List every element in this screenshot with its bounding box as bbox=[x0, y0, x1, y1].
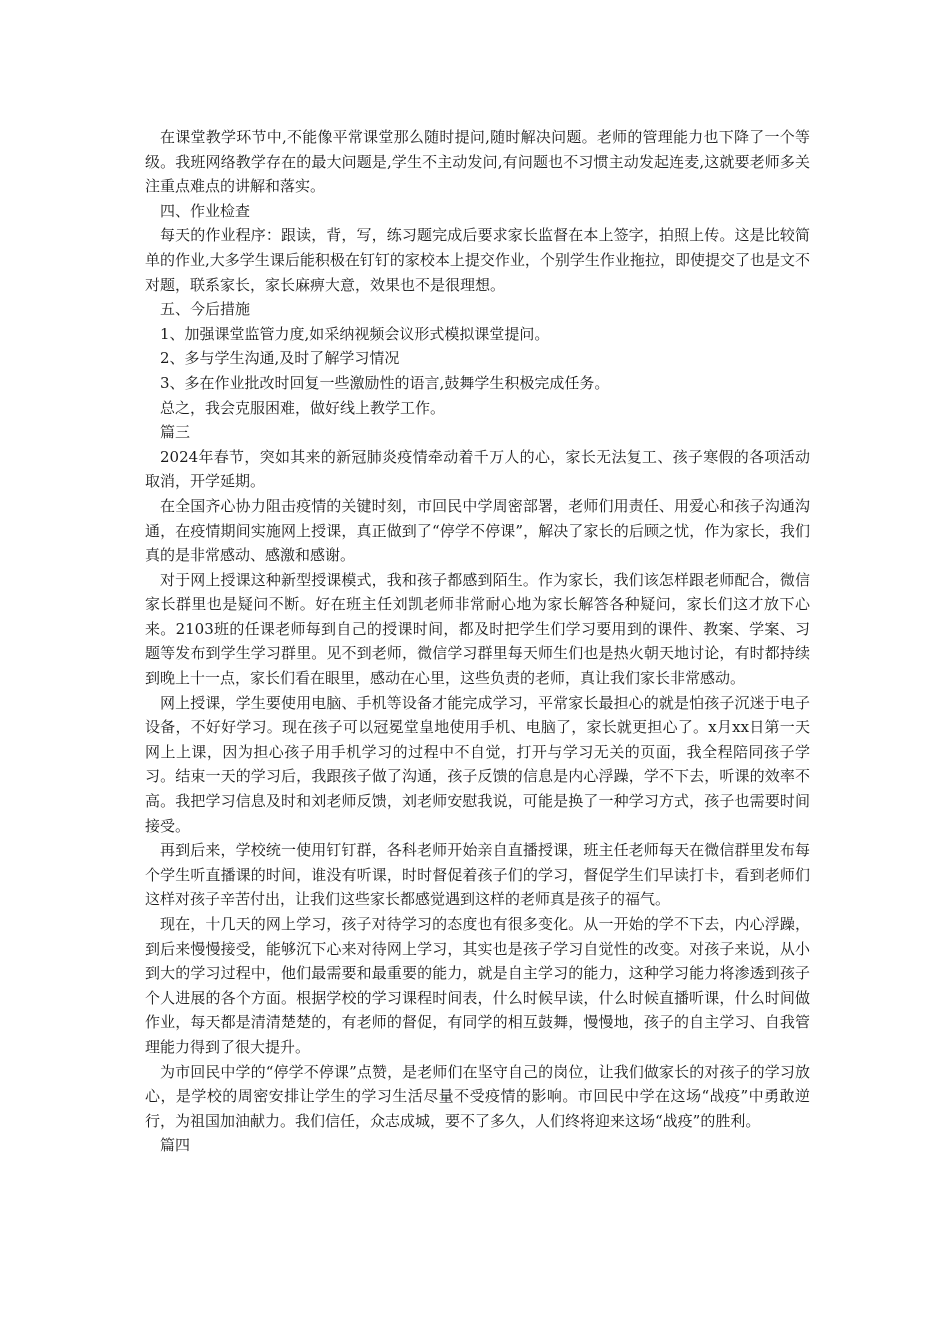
paragraph: 2024年春节，突如其来的新冠肺炎疫情牵动着千万人的心，家长无法复工、孩子寒假的各项活动取消，开学延期。 bbox=[145, 447, 810, 491]
section-heading: 篇三 bbox=[160, 423, 191, 442]
paragraph: 现在，十几天的网上学习，孩子对待学习的态度也有很多变化。从一开始的学不下去，内心浮躁，到后来慢慢接受，能够沉下心来对待网上学习，其实也是孩子学习自觉性的改变。对孩子来说，从小到大的学习过程中，他们最需要和最重要的能力，就是自主学习的能力，这种学习能力将渗透到孩子个人进展的各个方面。根据学校的学习课程时间表，什么时候早读，什么时候直播听课，什么时间做作业，每天都是清清楚楚的，有老师的督促，有同学的相互鼓舞，慢慢地，孩子的自主学习、自我管理能力得到了很大提升。 bbox=[145, 915, 810, 1056]
paragraph: 每天的作业程序：跟读，背，写，练习题完成后要求家长监督在本上签字，拍照上传。这是比较简单的作业,大多学生课后能积极在钉钉的家校本上提交作业，个别学生作业拖拉，即使提交了也是文不对题，联系家长，家长麻痹大意，效果也不是很理想。 bbox=[145, 226, 810, 294]
section-heading: 五、今后措施 bbox=[160, 300, 251, 319]
list-item: 2、多与学生沟通,及时了解学习情况 bbox=[160, 349, 400, 368]
paragraph: 再到后来，学校统一使用钉钉群，各科老师开始亲自直播授课，班主任老师每天在微信群里发布每个学生听直播课的时间，谁没有听课，时时督促着孩子们的学习，督促学生们早读打卡，看到老师们这样对孩子辛苦付出，让我们这些家长都感觉遇到这样的老师真是孩子的福气。 bbox=[145, 841, 810, 909]
list-item: 1、加强课堂监管力度,如采纳视频会议形式模拟课堂提问。 bbox=[160, 324, 550, 343]
paragraph: 对于网上授课这种新型授课模式，我和孩子都感到陌生。作为家长，我们该怎样跟老师配合，微信家长群里也是疑问不断。好在班主任刘凯老师非常耐心地为家长解答各种疑问，家长们这才放下心来。2103班的任课老师每到自己的授课时间，都及时把学生们学习要用到的课件、教案、学案、习题等发布到学生学习群里。见不到老师，微信学习群里每天师生们也是热火朝天地讨论，有时都持续到晚上十一点，家长们看在眼里，感动在心里，这些负责的老师，真让我们家长非常感动。 bbox=[145, 570, 810, 688]
document-body bbox=[145, 125, 810, 1158]
paragraph: 在全国齐心协力阻击疫情的关键时刻，市回民中学周密部署，老师们用责任、用爱心和孩子沟通沟通，在疫情期间实施网上授课，真正做到了“停学不停课”，解决了家长的后顾之忧，作为家长，我们真的是非常感动、感激和感谢。 bbox=[145, 496, 810, 565]
paragraph: 网上授课，学生要使用电脑、手机等设备才能完成学习，平常家长最担心的就是怕孩子沉迷于电子设备，不好好学习。现在孩子可以冠冕堂皇地使用手机、电脑了，家长就更担心了。x月xx日第一天网上上课，因为担心孩子用手机学习的过程中不自觉，打开与学习无关的页面，我全程陪同孩子学习。结束一天的学习后，我跟孩子做了沟通，孩子反馈的信息是内心浮躁，学不下去，听课的效率不高。我把学习信息及时和刘老师反馈，刘老师安慰我说，可能是换了一种学习方式，孩子也需要时间接受。 bbox=[145, 693, 810, 835]
list-item: 3、多在作业批改时回复一些激励性的语言,鼓舞学生积极完成任务。 bbox=[160, 373, 610, 392]
section-heading: 四、作业检查 bbox=[160, 201, 251, 220]
paragraph: 总之，我会克服困难，做好线上教学工作。 bbox=[160, 398, 446, 417]
paragraph: 为市回民中学的“停学不停课”点赞，是老师们在坚守自己的岗位，让我们做家长的对孩子的学习放心，是学校的周密安排让学生的学习生活尽量不受疫情的影响。市回民中学在这场“战疫”中勇敢逆行，为祖国加油献力。我们信任，众志成城，要不了多久，人们终将迎来这场“战疫”的胜利。 bbox=[145, 1062, 810, 1130]
paragraph: 在课堂教学环节中,不能像平常课堂那么随时提问,随时解决问题。老师的管理能力也下降了一个等级。我班网络教学存在的最大问题是,学生不主动发问,有问题也不习惯主动发起连麦,这就要老师多关注重点难点的讲解和落实。 bbox=[145, 128, 810, 196]
section-heading: 篇四 bbox=[160, 1136, 191, 1155]
